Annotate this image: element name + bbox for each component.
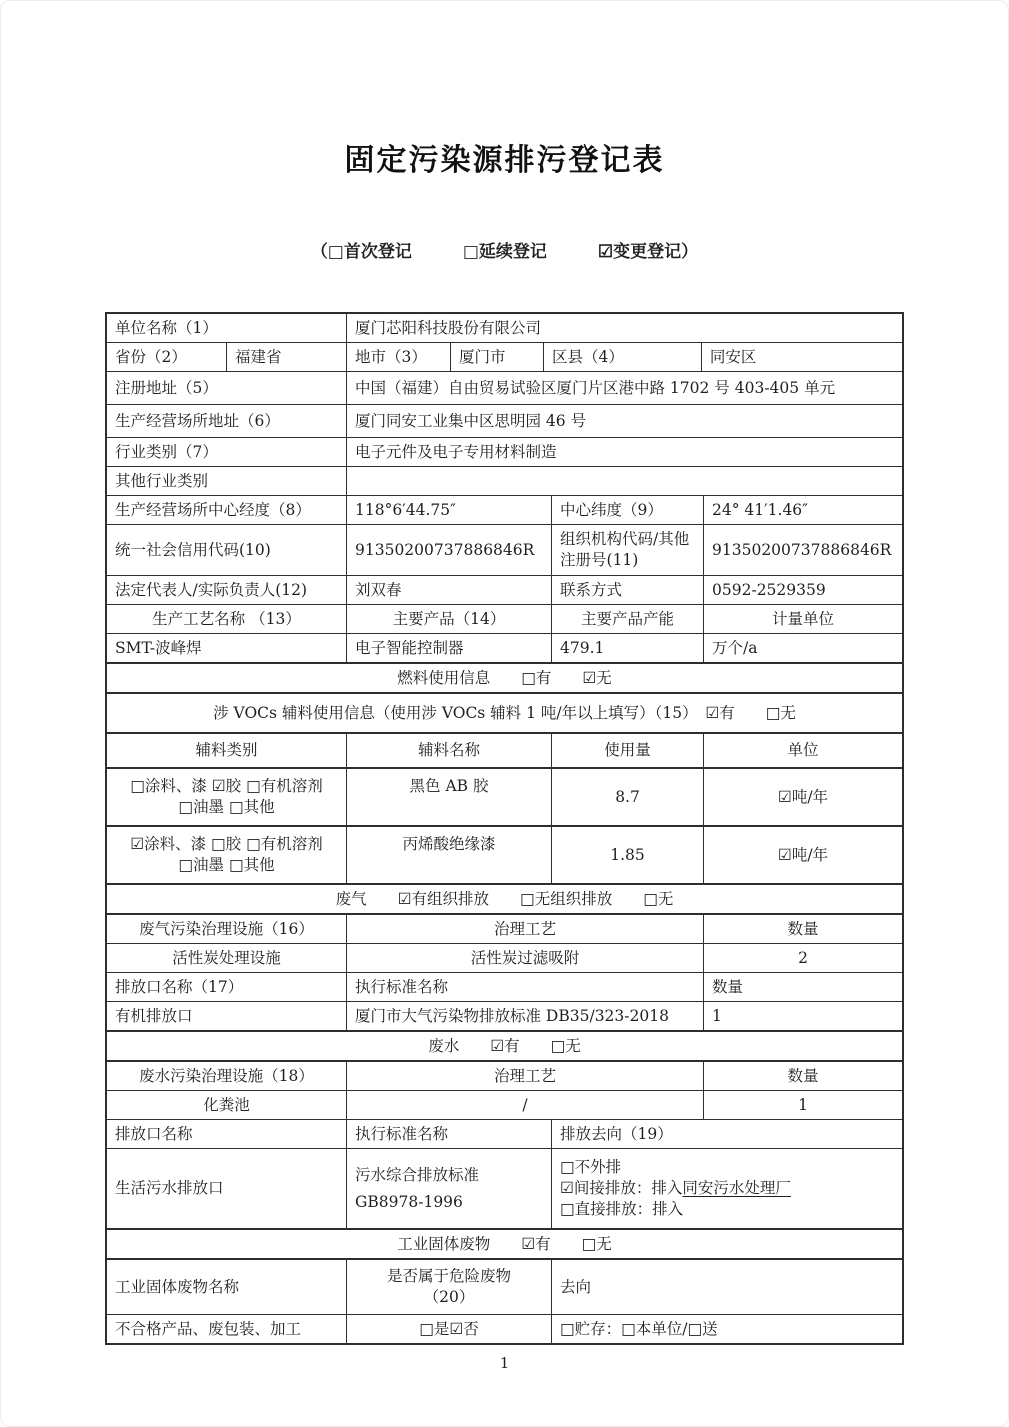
aux-2-category-checkboxes: [107, 827, 347, 883]
table-row-process: [107, 634, 902, 664]
table-row-region: [107, 343, 902, 372]
aux-2-category-line2: □油墨 □其他: [178, 856, 275, 874]
unit-header: 计量单位: [771, 609, 834, 628]
table-row-water-facility-header: [107, 1062, 902, 1091]
destination-direct: □直接排放：排入: [560, 1200, 684, 1218]
industry-value: 电子元件及电子专用材料制造: [355, 442, 557, 461]
water-standard-header: 执行标准名称: [347, 1120, 552, 1148]
table-row-waste-water-section: [107, 1032, 902, 1062]
solid-destination-header: 去向: [560, 1277, 592, 1296]
latitude-value: 24° 41′1.46″: [712, 500, 808, 519]
water-quantity-header: 数量: [787, 1066, 819, 1085]
table-row-gas-outlet: [107, 1002, 902, 1032]
table-row-aux-1: [107, 769, 902, 827]
table-row-business-address: [107, 405, 902, 438]
main-product-header: 主要产品（14）: [347, 605, 552, 633]
city-value: 厦门市: [451, 343, 544, 371]
longitude-value: 118°6′44.75″: [347, 496, 552, 524]
table-row-solid-waste: [107, 1315, 902, 1343]
district-value: 同安区: [709, 347, 757, 366]
aux-1-name: [347, 769, 552, 825]
table-row-water-facility: [107, 1091, 902, 1120]
aux-2-amount: 1.85: [552, 827, 704, 883]
gas-outlet-quantity-header: 数量: [712, 977, 744, 996]
aux-2-name-text: 丙烯酸绝缘漆: [402, 834, 496, 853]
gas-quantity-value: 2: [798, 948, 808, 967]
table-row-vocs-section: [107, 694, 902, 734]
gas-quantity-header: 数量: [787, 919, 819, 938]
table-row-waste-gas-section: [107, 885, 902, 915]
solid-waste-section-checkboxes: 工业固体废物 ☑有 □无: [397, 1234, 612, 1253]
aux-1-amount: 8.7: [552, 769, 704, 825]
aux-2-name: [347, 827, 552, 883]
aux-1-category-line2: □油墨 □其他: [178, 798, 275, 816]
contact-label: 联系方式: [552, 576, 704, 604]
table-row-gas-facility-header: [107, 915, 902, 944]
registered-address-label: 注册地址（5）: [107, 372, 347, 404]
water-destination-header: 排放去向（19）: [560, 1124, 673, 1143]
aux-amount-header: 使用量: [552, 734, 704, 767]
gas-process-value: 活性炭过滤吸附: [347, 944, 704, 972]
org-code-label: 组织机构代码/其他注册号(11): [552, 525, 704, 575]
aux-unit-header: 单位: [787, 741, 819, 759]
contact-value: 0592-2529359: [712, 580, 826, 599]
aux-1-name-text: 黑色 AB 胶: [409, 776, 489, 795]
aux-1-category-line1: □涂料、漆 ☑胶 □有机溶剂: [130, 777, 323, 795]
legal-rep-value: 刘双春: [347, 576, 552, 604]
destination-indirect-prefix: ☑间接排放：排入: [560, 1179, 683, 1197]
water-standard-line2: GB8978-1996: [355, 1192, 463, 1211]
registration-form-table: [105, 312, 904, 1345]
table-row-industry: [107, 438, 902, 467]
uscc-label: 统一社会信用代码(10): [107, 525, 347, 575]
water-process-value: /: [347, 1091, 704, 1119]
table-row-solid-waste-section: [107, 1230, 902, 1260]
city-label: 地市（3）: [347, 343, 451, 371]
table-row-legal-rep: [107, 576, 902, 605]
table-row-gas-outlet-header: [107, 973, 902, 1002]
hazardous-checkboxes: □是☑否: [347, 1315, 552, 1343]
hazardous-header-line1: 是否属于危险废物: [387, 1267, 512, 1285]
aux-1-unit-checkbox: ☑吨/年: [777, 787, 829, 806]
gas-facility-header: 废气污染治理设施（16）: [107, 915, 347, 943]
destination-indirect-plant: 同安污水处理厂: [682, 1179, 791, 1197]
table-row-process-header: [107, 605, 902, 634]
table-row-gas-facility: [107, 944, 902, 973]
water-destination-checkboxes: [552, 1149, 902, 1228]
gas-outlet-quantity-value: 1: [712, 1006, 722, 1025]
water-outlet-name-header: 排放口名称: [107, 1120, 347, 1148]
water-quantity-value: 1: [798, 1095, 808, 1114]
table-row-coordinates: [107, 496, 902, 525]
solid-waste-name-value: 不合格产品、废包装、加工: [107, 1315, 347, 1343]
table-row-unit-name: [107, 314, 902, 343]
org-code-value: 91350200737886846R: [712, 540, 892, 559]
vocs-section-checkboxes: 涉 VOCs 辅料使用信息（使用涉 VOCs 辅料 1 吨/年以上填写）（15） ☑有 □无: [213, 703, 796, 722]
registered-address-value: 中国（福建）自由贸易试验区厦门片区港中路 1702 号 403-405 单元: [355, 378, 836, 397]
process-name-header: 生产工艺名称 （13）: [107, 605, 347, 633]
district-label: 区县（4）: [544, 343, 702, 371]
table-row-fuel-section: [107, 664, 902, 694]
aux-2-unit-checkbox: ☑吨/年: [777, 845, 829, 864]
water-standard-value: [347, 1149, 552, 1228]
business-address-label: 生产经营场所地址（6）: [107, 405, 347, 437]
water-standard-line1: 污水综合排放标准: [355, 1165, 480, 1184]
uscc-value: 91350200737886846R: [347, 525, 552, 575]
gas-standard-header: 执行标准名称: [347, 973, 704, 1001]
business-address-value: 厦门同安工业集中区思明园 46 号: [355, 411, 587, 430]
capacity-header: 主要产品产能: [552, 605, 704, 633]
page-number: 1: [499, 1354, 510, 1372]
unit-name-label: 单位名称（1）: [107, 314, 347, 342]
unit-name-value: 厦门芯阳科技股份有限公司: [355, 318, 542, 337]
industry-label: 行业类别（7）: [107, 438, 347, 466]
gas-standard-value: 厦门市大气污染物排放标准 DB35/323-2018: [347, 1002, 704, 1030]
longitude-label: 生产经营场所中心经度（8）: [107, 496, 347, 524]
table-row-aux-2: [107, 827, 902, 885]
water-facility-header: 废水污染治理设施（18）: [107, 1062, 347, 1090]
waste-water-section-checkboxes: 废水 ☑有 □无: [428, 1036, 581, 1055]
water-process-header: 治理工艺: [347, 1062, 704, 1090]
legal-rep-label: 法定代表人/实际负责人(12): [107, 576, 347, 604]
fuel-section-checkboxes: 燃料使用信息 □有 ☑无: [397, 668, 612, 687]
destination-indirect: [560, 1178, 791, 1199]
gas-facility-value: 活性炭处理设施: [107, 944, 347, 972]
main-product-value: 电子智能控制器: [347, 634, 552, 662]
latitude-label: 中心纬度（9）: [552, 496, 704, 524]
table-row-water-outlet: [107, 1149, 902, 1230]
table-row-credit-code: [107, 525, 902, 576]
other-industry-label: 其他行业类别: [107, 467, 347, 495]
aux-1-category-checkboxes: [107, 769, 347, 825]
table-row-registered-address: [107, 372, 902, 405]
table-row-other-industry: [107, 467, 902, 496]
page-title: 固定污染源排污登记表: [344, 143, 665, 178]
gas-process-header: 治理工艺: [347, 915, 704, 943]
hazardous-header: [347, 1260, 552, 1314]
registration-type-checkboxes: （□首次登记 □延续登记 ☑变更登记）: [310, 242, 699, 262]
gas-outlet-name-header: 排放口名称（17）: [107, 973, 347, 1001]
solid-waste-name-header: 工业固体废物名称: [107, 1260, 347, 1314]
waste-gas-section-checkboxes: 废气 ☑有组织排放 □无组织排放 □无: [335, 889, 674, 908]
capacity-value: 479.1: [552, 634, 704, 662]
province-value: 福建省: [227, 343, 347, 371]
table-row-aux-header: [107, 734, 902, 769]
destination-no-discharge: □不外排: [560, 1158, 622, 1176]
process-name-value: SMT-波峰焊: [107, 634, 347, 662]
aux-category-header: 辅料类别: [107, 734, 347, 767]
unit-value: 万个/a: [712, 638, 758, 657]
solid-destination-checkboxes: □贮存：□本单位/□送: [560, 1319, 718, 1338]
province-label: 省份（2）: [107, 343, 227, 371]
aux-2-category-line1: ☑涂料、漆 □胶 □有机溶剂: [130, 835, 323, 853]
aux-name-header: 辅料名称: [347, 734, 552, 767]
hazardous-header-line2: （20）: [423, 1288, 475, 1306]
table-row-solid-header: [107, 1260, 902, 1315]
water-outlet-name-value: 生活污水排放口: [107, 1149, 347, 1228]
table-row-water-outlet-header: [107, 1120, 902, 1149]
water-facility-value: 化粪池: [107, 1091, 347, 1119]
other-industry-value: [347, 467, 902, 495]
gas-outlet-name-value: 有机排放口: [107, 1002, 347, 1030]
